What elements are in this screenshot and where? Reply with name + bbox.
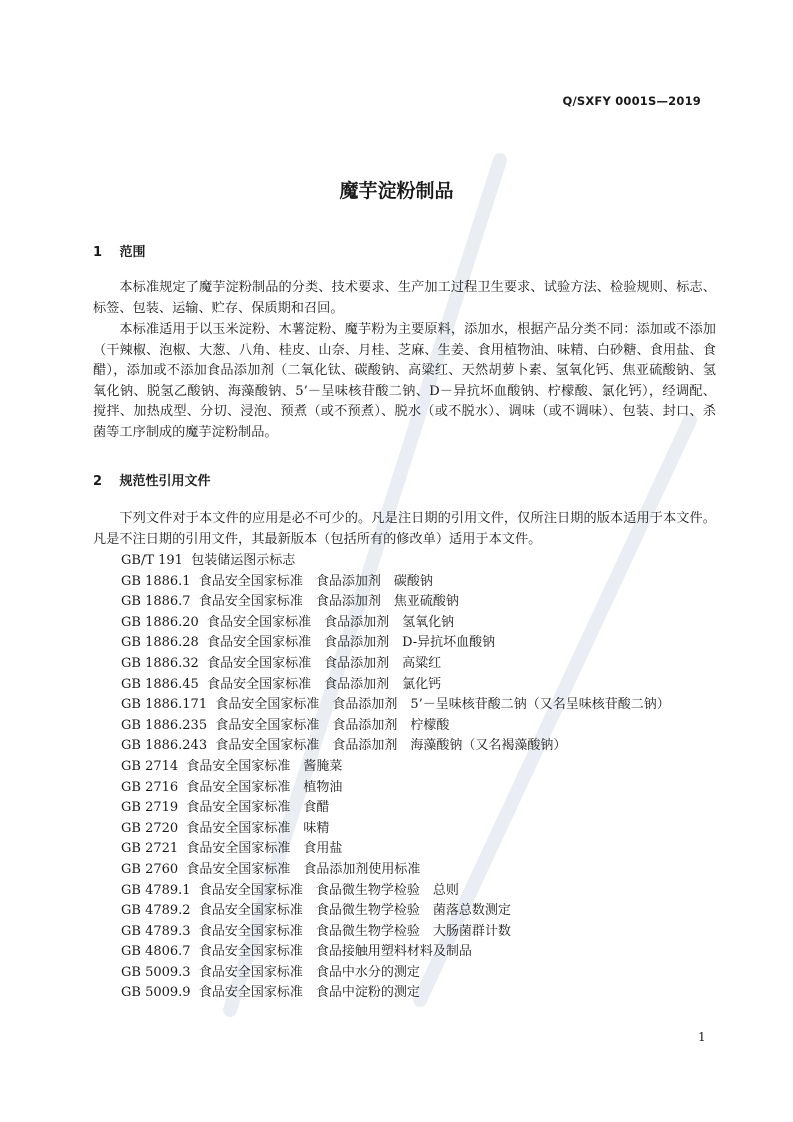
reference-title: 包装储运图示标志 [191, 553, 296, 568]
reference-item [121, 654, 670, 675]
reference-item [121, 942, 670, 963]
reference-item [121, 922, 670, 943]
reference-item [121, 572, 670, 593]
reference-title: 食品安全国家标准 食品添加剂 高粱红 [207, 655, 442, 671]
reference-title: 食品安全国家标准 食品接触用塑料材料及制品 [198, 944, 472, 960]
reference-title: 食品安全国家标准 食品中淀粉的测定 [198, 985, 420, 1001]
reference-code: GB 1886.171 [121, 697, 208, 713]
reference-code: GB 1886.45 [121, 676, 199, 692]
reference-code: GB 2716 [121, 779, 179, 795]
reference-title: 食品安全国家标准 食品添加剂 氯化钙 [207, 676, 442, 692]
reference-item [121, 736, 670, 757]
reference-item [121, 716, 670, 737]
reference-title: 食品安全国家标准 味精 [186, 820, 330, 836]
reference-title: 食品安全国家标准 食用盐 [186, 841, 343, 857]
reference-item [121, 675, 670, 696]
page-number: 1 [698, 1030, 706, 1044]
reference-title: 食品安全国家标准 食品微生物学检验 总则 [198, 882, 459, 898]
section-number: 1 [93, 245, 103, 260]
references-intro-paragraph: 下列文件对于本文件的应用是必不可少的。凡是注日期的引用文件，仅所注日期的版本适用于本文件。凡是不注日期的引用文件，其最新版本（包括所有的修改单）适用于本文件。 [93, 511, 716, 547]
reference-title: 食品安全国家标准 食品添加剂 5’－呈味核苷酸二钠（又名呈味核苷酸二钠） [215, 697, 670, 713]
reference-code: GB 2720 [121, 820, 179, 836]
reference-code: GB 1886.20 [121, 614, 199, 630]
reference-item [121, 983, 670, 1004]
section-title: 规范性引用文件 [119, 474, 211, 489]
reference-code: GB 4789.3 [121, 923, 191, 939]
reference-item [121, 963, 670, 984]
reference-item [121, 901, 670, 922]
reference-code: GB 1886.32 [121, 655, 199, 671]
section-title: 范围 [119, 245, 146, 260]
reference-item [121, 798, 670, 819]
reference-title: 食品安全国家标准 食品添加剂 D-异抗坏血酸钠 [207, 635, 496, 651]
reference-item [121, 819, 670, 840]
reference-code: GB 5009.3 [121, 964, 191, 980]
reference-code: GB 2714 [121, 758, 179, 774]
reference-item [121, 860, 670, 881]
reference-item [121, 592, 670, 613]
scope-paragraph: 本标准规定了魔芋淀粉制品的分类、技术要求、生产加工过程卫生要求、试验方法、检验规则、标志、标签、包装、运输、贮存、保质期和召回。 [93, 280, 716, 316]
reference-code: GB 2719 [121, 800, 179, 816]
reference-code: GB 2721 [121, 841, 179, 857]
reference-list [121, 551, 670, 1004]
reference-title: 食品安全国家标准 食品添加剂使用标准 [186, 861, 421, 877]
reference-code: GB 5009.9 [121, 985, 191, 1001]
reference-item [121, 633, 670, 654]
reference-item [121, 881, 670, 902]
section-heading-scope [93, 241, 146, 260]
reference-code: GB 1886.235 [121, 717, 208, 733]
reference-code: GB 4789.1 [121, 882, 191, 898]
reference-code: GB 4806.7 [121, 944, 191, 960]
reference-title: 食品安全国家标准 食品添加剂 碳酸钠 [198, 573, 433, 589]
reference-item [121, 839, 670, 860]
reference-title: 食品安全国家标准 食品添加剂 氢氧化钠 [207, 614, 455, 630]
reference-code: GB 1886.28 [121, 635, 199, 651]
scope-paragraph: 本标准适用于以玉米淀粉、木薯淀粉、魔芋粉为主要原料，添加水，根据产品分类不同：添加或不添加（干辣椒、泡椒、大葱、八角、桂皮、山奈、月桂、芝麻、生姜、食用植物油、味精、白砂糖、食用盐、食醋），添加或不添加食品添加剂（二氧化钛、碳酸钠、高粱红、天然胡萝卜素、氢氧化钙、焦亚硫酸钠、氢氧化钠、脱氢乙酸钠、海藻酸钠、5’－呈味核苷酸二钠、D－异抗坏血酸钠、柠檬酸、氯化钙），经调配、搅拌、加热成型、分切、浸泡、预煮（或不预煮）、脱水（或不脱水）、调味（或不调味）、包装、封口、杀菌等工序制成的魔芋淀粉制品。 [93, 322, 716, 440]
reference-title: 食品安全国家标准 食品中水分的测定 [198, 964, 420, 980]
reference-title: 食品安全国家标准 食品添加剂 海藻酸钠（又名褐藻酸钠） [215, 738, 567, 754]
reference-title: 食品安全国家标准 食醋 [186, 800, 330, 816]
reference-code: GB 1886.1 [121, 573, 191, 589]
reference-item [121, 613, 670, 634]
reference-title: 食品安全国家标准 食品微生物学检验 菌落总数测定 [198, 903, 511, 919]
reference-title: 食品安全国家标准 酱腌菜 [186, 758, 343, 774]
reference-item [121, 757, 670, 778]
reference-code: GB/T 191 [121, 553, 183, 568]
reference-title: 食品安全国家标准 食品添加剂 焦亚硫酸钠 [198, 594, 459, 610]
reference-code: GB 4789.2 [121, 903, 191, 919]
reference-code: GB 1886.7 [121, 594, 191, 610]
reference-title: 食品安全国家标准 植物油 [186, 779, 343, 795]
section-heading-normative-references [93, 470, 211, 489]
reference-code: GB 1886.243 [121, 738, 208, 754]
reference-code: GB 2760 [121, 861, 179, 877]
document-title: 魔芋淀粉制品 [339, 180, 454, 202]
standard-code: Q/SXFY 0001S—2019 [562, 94, 701, 108]
reference-item [121, 551, 670, 572]
reference-title: 食品安全国家标准 食品添加剂 柠檬酸 [215, 717, 450, 733]
reference-item [121, 778, 670, 799]
reference-title: 食品安全国家标准 食品微生物学检验 大肠菌群计数 [198, 923, 511, 939]
section-number: 2 [93, 474, 103, 489]
reference-item [121, 695, 670, 716]
